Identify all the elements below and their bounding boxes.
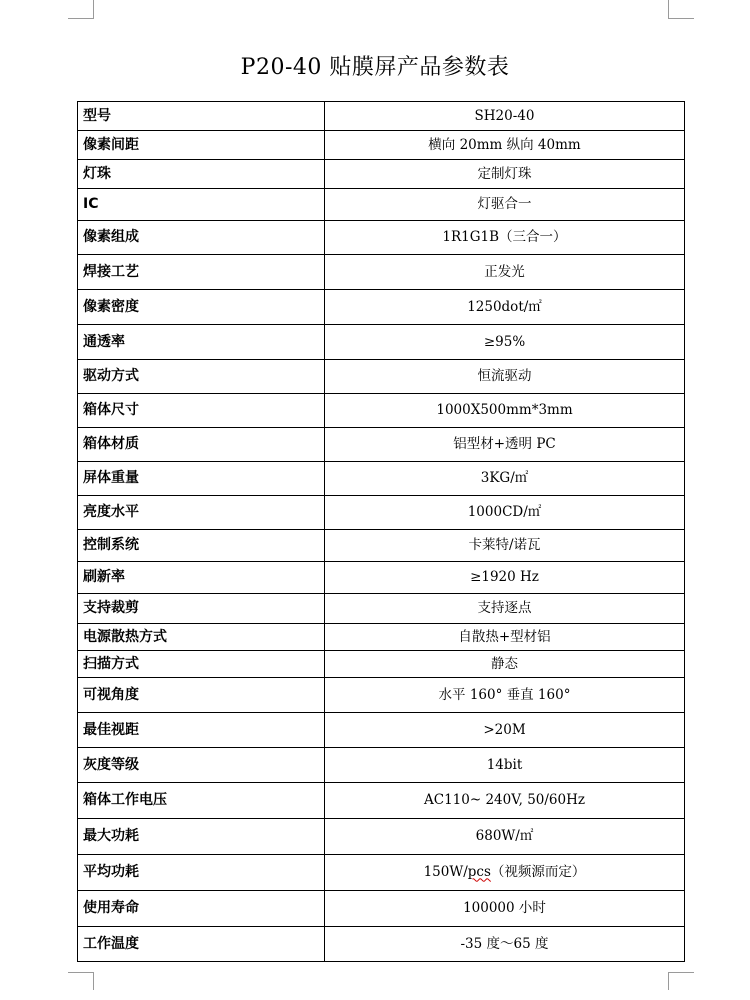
- crop-mark-bottom-left: [68, 972, 94, 973]
- row-label: 工作温度: [78, 927, 325, 962]
- row-label: 驱动方式: [78, 360, 325, 394]
- row-value: 100000 小时: [325, 891, 685, 927]
- row-label: 焊接工艺: [78, 255, 325, 290]
- table-row: [78, 713, 685, 748]
- spellcheck-flagged-text: pcs: [467, 864, 491, 881]
- table-row: [78, 624, 685, 651]
- row-value: 680W/㎡: [325, 819, 685, 855]
- row-label: 可视角度: [78, 678, 325, 713]
- row-value: 恒流驱动: [325, 360, 685, 394]
- table-row: [78, 290, 685, 325]
- table-row: [78, 462, 685, 496]
- row-label: 像素间距: [78, 131, 325, 160]
- row-label: 扫描方式: [78, 651, 325, 678]
- table-row: [78, 927, 685, 962]
- row-value: 灯驱合一: [325, 189, 685, 221]
- row-label: 最大功耗: [78, 819, 325, 855]
- spec-table: [77, 101, 685, 962]
- row-label: 灰度等级: [78, 748, 325, 783]
- table-row: [78, 530, 685, 562]
- row-label: 亮度水平: [78, 496, 325, 530]
- row-value: 1R1G1B（三合一）: [325, 221, 685, 255]
- row-label: 箱体材质: [78, 428, 325, 462]
- row-value: 自散热+型材铝: [325, 624, 685, 651]
- crop-mark-top-right-vertical: [668, 0, 669, 18]
- table-row: [78, 819, 685, 855]
- row-label: 控制系统: [78, 530, 325, 562]
- row-label: 像素组成: [78, 221, 325, 255]
- row-label: 平均功耗: [78, 855, 325, 891]
- row-value: SH20-40: [325, 102, 685, 131]
- row-label: 箱体尺寸: [78, 394, 325, 428]
- row-value: 水平 160° 垂直 160°: [325, 678, 685, 713]
- table-row: [78, 855, 685, 891]
- table-row: [78, 255, 685, 290]
- table-row: [78, 783, 685, 819]
- crop-mark-top-right: [668, 18, 694, 19]
- crop-mark-bottom-right: [668, 972, 694, 973]
- row-label: 屏体重量: [78, 462, 325, 496]
- row-value: AC110~ 240V, 50/60Hz: [325, 783, 685, 819]
- value-prefix: 150W/: [423, 864, 468, 881]
- table-row: [78, 651, 685, 678]
- table-row: [78, 131, 685, 160]
- row-label: 支持裁剪: [78, 594, 325, 624]
- row-value: >20M: [325, 713, 685, 748]
- row-label: 通透率: [78, 325, 325, 360]
- page-title: P20-40 贴膜屏产品参数表: [240, 55, 510, 80]
- row-value: 定制灯珠: [325, 160, 685, 189]
- row-label: 型号: [78, 102, 325, 131]
- value-suffix: （视频源而定）: [490, 864, 586, 881]
- table-row: [78, 428, 685, 462]
- table-row: [78, 891, 685, 927]
- row-value: 铝型材+透明 PC: [325, 428, 685, 462]
- table-row: [78, 594, 685, 624]
- row-label: 刷新率: [78, 562, 325, 594]
- row-value: -35 度～65 度: [325, 927, 685, 962]
- row-value: 1000CD/㎡: [325, 496, 685, 530]
- row-label: 像素密度: [78, 290, 325, 325]
- row-label: 最佳视距: [78, 713, 325, 748]
- row-label: 箱体工作电压: [78, 783, 325, 819]
- table-row: [78, 189, 685, 221]
- table-row: [78, 160, 685, 189]
- table-row: [78, 678, 685, 713]
- row-value: 1000X500mm*3mm: [325, 394, 685, 428]
- row-label: IC: [78, 189, 325, 221]
- table-row: [78, 394, 685, 428]
- crop-mark-bottom-right-vertical: [668, 972, 669, 990]
- row-value: 横向 20mm 纵向 40mm: [325, 131, 685, 160]
- row-value: 1250dot/㎡: [325, 290, 685, 325]
- row-label: 灯珠: [78, 160, 325, 189]
- row-value: 卡莱特/诺瓦: [325, 530, 685, 562]
- row-value: [325, 855, 685, 891]
- table-row: [78, 360, 685, 394]
- crop-mark-bottom-left-vertical: [93, 972, 94, 990]
- row-label: 电源散热方式: [78, 624, 325, 651]
- row-value: 支持逐点: [325, 594, 685, 624]
- table-row: [78, 221, 685, 255]
- table-row: [78, 748, 685, 783]
- row-value: ≥1920 Hz: [325, 562, 685, 594]
- table-row: [78, 562, 685, 594]
- row-value: 静态: [325, 651, 685, 678]
- row-value: ≥95%: [325, 325, 685, 360]
- table-row: [78, 496, 685, 530]
- row-value: 3KG/㎡: [325, 462, 685, 496]
- row-value: 正发光: [325, 255, 685, 290]
- table-row: [78, 102, 685, 131]
- crop-mark-top-left: [68, 18, 94, 19]
- table-row: [78, 325, 685, 360]
- row-label: 使用寿命: [78, 891, 325, 927]
- crop-mark-top-left-vertical: [93, 0, 94, 18]
- row-value: 14bit: [325, 748, 685, 783]
